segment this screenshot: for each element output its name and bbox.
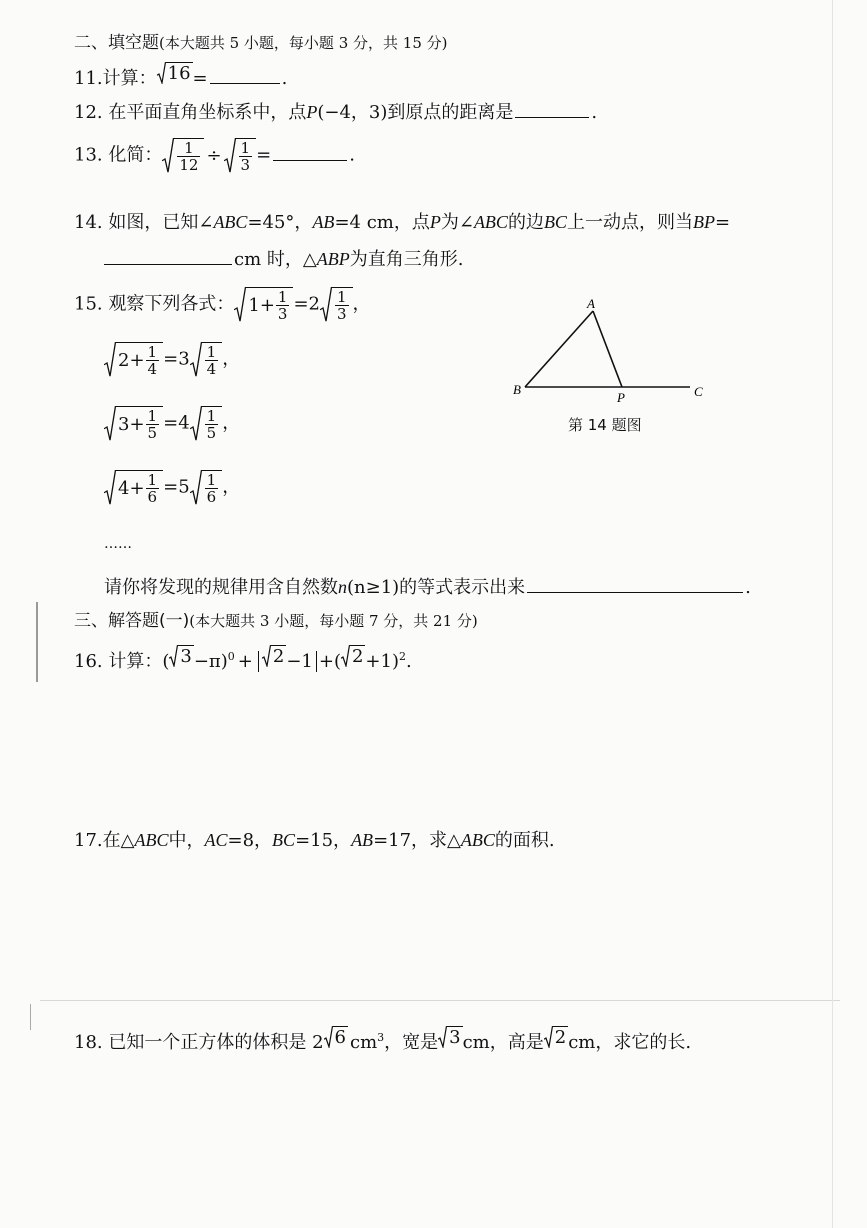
q16-sqrt2-b [341, 645, 365, 667]
q16-exponent-0: 0 [227, 650, 235, 663]
q15-row2-rhs-num: 1 [206, 343, 217, 361]
q15-row2-k: 3 [178, 348, 190, 370]
q17-ac: AC [204, 830, 228, 850]
q15-row3-comma: ， [222, 412, 241, 434]
q15-row1-a: 1 [248, 295, 260, 316]
q15-row2-eq: = [163, 348, 179, 370]
q15-row3-plus: + [129, 414, 145, 435]
q15-row4-num: 1 [147, 471, 158, 489]
q15-row2-plus: + [129, 350, 145, 371]
q12-text: 12. 在平面直角坐标系中，点 [74, 102, 307, 123]
q18-text-e: cm，求它的长. [568, 1032, 692, 1053]
q16-text: 16. 计算：( [74, 651, 170, 672]
q11-equals: = [192, 68, 208, 89]
q16-exponent-2: 2 [398, 650, 406, 663]
q11-number: 11. [74, 68, 103, 89]
q15-row2-a: 2 [118, 350, 130, 371]
q15-n: n [338, 577, 347, 597]
q17-text-a: 在△ [102, 830, 135, 851]
q17-bc: BC [272, 830, 296, 850]
q17-ac-value: =8， [227, 830, 273, 851]
q15-answer-blank[interactable] [527, 578, 743, 593]
q15-row3-eq: = [163, 412, 179, 434]
question-15-row4 [104, 470, 240, 505]
q14-text-d: 为∠ [440, 212, 474, 233]
q14-bc: BC [543, 212, 567, 232]
section3-note: (本大题共 3 小题，每小题 7 分，共 21 分) [189, 612, 478, 630]
q18-text-c: ，宽是 [384, 1032, 439, 1053]
q16-plus-one: +1) [365, 651, 399, 672]
q16-minus-pi: −π) [193, 651, 228, 672]
q17-text-b: 中， [168, 830, 205, 851]
q15-row2-comma: ， [222, 348, 241, 370]
q14-angle-abc-2: ABC [473, 212, 508, 232]
q16-plus-2: +( [318, 651, 341, 672]
section3-title: 三、解答题(一) [74, 611, 190, 631]
question-14-line1 [74, 208, 730, 234]
q17-ab: AB [351, 830, 374, 850]
scan-edge-mark-left-1 [36, 602, 38, 682]
q17-bc-value: =15， [295, 830, 352, 851]
q15-ask-a: 请你将发现的规律用含自然数 [104, 577, 338, 598]
q15-row3-rhs-sqrt [190, 406, 223, 441]
q15-row3-num: 1 [147, 407, 158, 425]
q14-text-g: cm 时，△ [234, 249, 317, 270]
q15-ask-b: 的等式表示出来 [399, 577, 526, 598]
q14-text-e: 的边 [507, 212, 544, 233]
q13-divide: ÷ [206, 144, 222, 166]
q12-tail: 到原点的距离是 [387, 102, 514, 123]
q16-period: . [405, 651, 412, 672]
q15-row4-lhs-sqrt [104, 470, 163, 505]
q14-p: P [429, 212, 441, 232]
label-p: P [617, 390, 625, 405]
question-17 [74, 826, 555, 852]
q11-radicand: 16 [167, 63, 191, 84]
q11-answer-blank[interactable] [210, 69, 280, 84]
question-15-row3 [104, 406, 240, 441]
q15-row3-lhs-sqrt [104, 406, 163, 441]
segment-ap [593, 311, 622, 387]
q12-answer-blank[interactable] [515, 103, 589, 118]
q15-row2-lhs-sqrt [104, 342, 163, 377]
q13-frac1-num: 1 [184, 139, 194, 157]
question-15-intro [74, 287, 371, 322]
question-14-line2 [102, 245, 463, 271]
q15-row4-comma: ， [222, 476, 241, 498]
q18-radicand-3: 3 [449, 1027, 461, 1048]
q14-text-f: 上一动点，则当 [566, 212, 693, 233]
q13-frac1-den: 12 [179, 156, 199, 174]
question-12 [74, 98, 597, 124]
q14-angle-abc: ABC [213, 212, 248, 232]
question-13 [74, 138, 355, 173]
q13-answer-blank[interactable] [273, 146, 347, 161]
q17-number: 17. [74, 830, 103, 851]
q18-sqrt6 [324, 1026, 348, 1048]
q15-row1-rhs-sqrt [320, 287, 353, 322]
question-18 [74, 1026, 691, 1054]
q15-intro-text: 15. 观察下列各式： [74, 293, 235, 315]
q15-row1-rhs-num: 1 [337, 288, 347, 306]
q14-triangle-abp: ABP [316, 249, 350, 269]
q15-row1-lhs-sqrt [234, 287, 293, 322]
scan-fold-line [40, 1000, 840, 1001]
q13-frac2-den: 3 [240, 156, 251, 174]
q12-coords: (−4，3) [317, 102, 388, 123]
q16-radicand-2a: 2 [272, 646, 285, 667]
q15-row1-plus: + [259, 295, 275, 316]
q16-sqrt3 [169, 645, 193, 667]
q15-row1-rhs-den: 3 [337, 305, 347, 323]
q13-equals: = [256, 144, 272, 166]
question-16 [74, 645, 412, 673]
q18-unit-cm: cm [349, 1032, 378, 1053]
q13-text: 13. 化简： [74, 144, 163, 166]
section2-note: (本大题共 5 小题，每小题 3 分，共 15 分) [159, 34, 448, 52]
segment-ab [525, 311, 593, 387]
q16-sqrt2-a [262, 645, 286, 667]
q12-period: . [591, 102, 598, 123]
q18-text-d: cm，高是 [462, 1032, 544, 1053]
q12-point: P [306, 102, 318, 122]
q14-answer-blank[interactable] [104, 250, 232, 265]
q11-sqrt [157, 62, 193, 84]
q15-row3-a: 3 [118, 414, 130, 435]
q14-bp: BP [692, 212, 715, 232]
q16-minus-1: −1 [286, 651, 313, 672]
q15-row2-rhs-sqrt [190, 342, 223, 377]
question-11 [74, 62, 287, 90]
q14-text-b: =45°， [247, 212, 313, 233]
q18-radicand-6: 6 [334, 1027, 346, 1048]
scan-edge-mark-left-2 [30, 1004, 31, 1030]
q17-ab-value: =17，求△ [373, 830, 461, 851]
q16-radicand-3: 3 [180, 646, 192, 667]
scan-right-edge [832, 0, 833, 1228]
figure-14 [505, 295, 720, 410]
q14-ab: AB [312, 212, 335, 232]
q15-row4-rhs-num: 1 [206, 471, 217, 489]
q15-row3-rhs-num: 1 [206, 407, 217, 425]
q11-period: . [281, 68, 288, 89]
q14-text-a: 14. 如图，已知∠ [74, 212, 214, 233]
q18-sqrt2 [544, 1026, 568, 1048]
q13-frac2-num: 1 [240, 139, 251, 157]
q15-row4-k: 5 [178, 476, 190, 498]
q17-text-f: 的面积. [494, 830, 555, 851]
q15-row4-a: 4 [118, 478, 130, 499]
q15-row2-num: 1 [147, 343, 158, 361]
section2-heading [74, 28, 448, 53]
q14-text-c: =4 cm，点 [334, 212, 430, 233]
q15-row4-rhs-sqrt [190, 470, 223, 505]
q15-ellipsis: …… [104, 536, 132, 552]
q15-row4-eq: = [163, 476, 179, 498]
q15-row3-den: 5 [147, 424, 158, 442]
q17-triangle-abc-2: ABC [460, 830, 495, 850]
q15-cond: (n≥1) [347, 577, 400, 598]
q15-row4-plus: + [129, 478, 145, 499]
q15-row1-num: 1 [277, 288, 288, 306]
q15-row1-comma: ， [352, 293, 371, 315]
q13-period: . [349, 144, 355, 166]
q15-period: . [745, 577, 751, 598]
section2-title: 二、填空题 [74, 33, 159, 53]
q15-row2-den: 4 [147, 360, 158, 378]
q16-radicand-2b: 2 [351, 646, 364, 667]
q15-row1-den: 3 [277, 305, 288, 323]
q16-absolute-value [258, 646, 317, 672]
question-15-row2 [104, 342, 240, 377]
q16-plus-1: + [237, 651, 253, 672]
q17-triangle-abc: ABC [134, 830, 169, 850]
q18-radicand-2: 2 [554, 1027, 567, 1048]
section3-heading [74, 606, 478, 631]
figure-14-caption: 第 14 题图 [568, 416, 642, 434]
q13-sqrt-1 [162, 138, 204, 173]
question-15-ask [104, 573, 751, 599]
label-a: A [587, 296, 595, 311]
q15-row2-rhs-den: 4 [206, 360, 217, 378]
q18-sqrt3 [438, 1026, 462, 1048]
q15-row1-k: 2 [308, 293, 320, 315]
q13-sqrt-2 [224, 138, 257, 173]
q14-equals: = [714, 212, 731, 233]
q15-row3-rhs-den: 5 [206, 424, 217, 442]
q15-row3-k: 4 [178, 412, 190, 434]
q18-exponent-3: 3 [377, 1031, 385, 1044]
q18-text-a: 18. 已知一个正方体的体积是 2 [74, 1032, 324, 1053]
q11-text: 计算： [102, 68, 157, 89]
label-c: C [694, 384, 703, 399]
label-b: B [513, 382, 521, 397]
q15-row4-den: 6 [147, 488, 158, 506]
q14-text-h: 为直角三角形. [349, 249, 464, 270]
q15-row4-rhs-den: 6 [206, 488, 217, 506]
q15-row1-eq: = [293, 293, 309, 315]
